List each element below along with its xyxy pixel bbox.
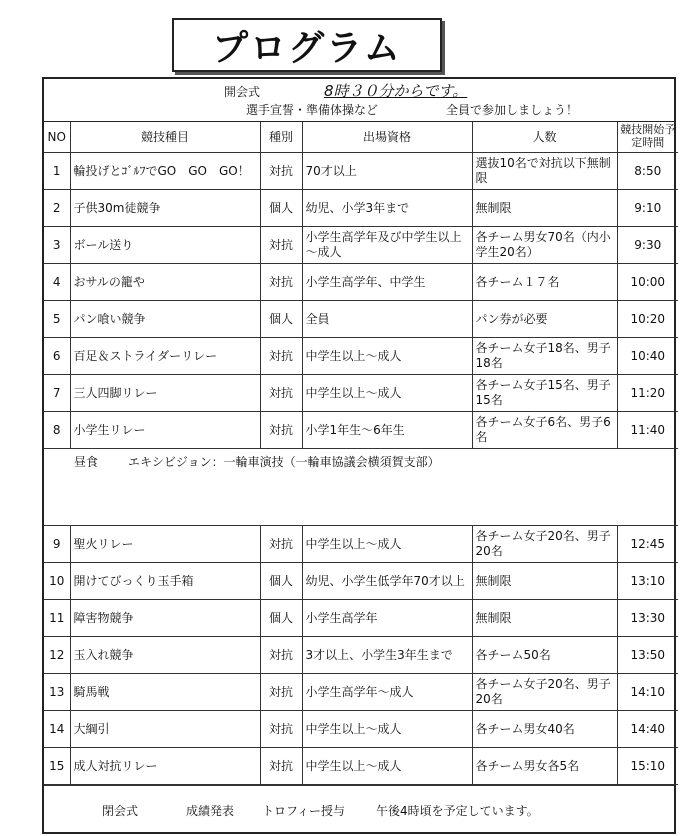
opening-activities: 選手宣誓・準備体操など <box>246 103 379 117</box>
event-number: 8 <box>44 412 70 449</box>
event-name: 百足＆ストライダーリレー <box>70 338 260 375</box>
event-number: 4 <box>44 264 70 301</box>
event-start-time: 11:40 <box>617 412 678 449</box>
header-time: 競技開始予定時間 <box>617 122 678 153</box>
event-number: 15 <box>44 748 70 785</box>
event-name: 成人対抗リレー <box>70 748 260 785</box>
table-row <box>44 600 678 637</box>
table-row <box>44 338 678 375</box>
event-qualification: 中学生以上～成人 <box>302 338 472 375</box>
event-start-time: 10:20 <box>617 301 678 338</box>
event-start-time: 9:10 <box>617 190 678 227</box>
event-name: 小学生リレー <box>70 412 260 449</box>
event-type: 対抗 <box>260 375 302 412</box>
header-type: 種別 <box>260 122 302 153</box>
event-type: 対抗 <box>260 526 302 563</box>
event-start-time: 13:30 <box>617 600 678 637</box>
event-number: 3 <box>44 227 70 264</box>
event-name: 騎馬戦 <box>70 674 260 711</box>
event-people: 各チーム女子6名、男子6名 <box>472 412 617 449</box>
event-people: 各チーム男女各5名 <box>472 748 617 785</box>
event-qualification: 中学生以上～成人 <box>302 375 472 412</box>
event-number: 10 <box>44 563 70 600</box>
event-people: 各チーム女子20名、男子20名 <box>472 526 617 563</box>
event-name: おサルの籠や <box>70 264 260 301</box>
program-sheet <box>42 77 676 834</box>
event-type: 個人 <box>260 190 302 227</box>
header-people: 人数 <box>472 122 617 153</box>
event-type: 対抗 <box>260 412 302 449</box>
event-start-time: 10:00 <box>617 264 678 301</box>
table-row <box>44 301 678 338</box>
event-people: 各チーム50名 <box>472 637 617 674</box>
event-name: 三人四脚リレー <box>70 375 260 412</box>
table-row <box>44 190 678 227</box>
exhibition-text: エキシビジョン：一輪車演技（一輪車協議会横須賀支部） <box>128 455 440 469</box>
event-name: 輪投げとｺﾞﾙﾌでGO GO GO！ <box>70 153 260 190</box>
event-qualification: 小学1年生～6年生 <box>302 412 472 449</box>
event-start-time: 9:30 <box>617 227 678 264</box>
table-row <box>44 153 678 190</box>
event-type: 対抗 <box>260 748 302 785</box>
header-qualification: 出場資格 <box>302 122 472 153</box>
header-event: 競技種目 <box>70 122 260 153</box>
event-number: 13 <box>44 674 70 711</box>
opening-label: 開会式 <box>224 85 261 99</box>
event-qualification: 中学生以上～成人 <box>302 526 472 563</box>
event-name: 聖火リレー <box>70 526 260 563</box>
header-no: NO <box>44 122 70 153</box>
event-qualification: 小学生高学年及び中学生以上～成人 <box>302 227 472 264</box>
event-qualification: 中学生以上～成人 <box>302 748 472 785</box>
event-type: 対抗 <box>260 338 302 375</box>
header-row <box>44 122 678 153</box>
event-name: 開けてびっくり玉手箱 <box>70 563 260 600</box>
event-qualification: 70才以上 <box>302 153 472 190</box>
event-number: 7 <box>44 375 70 412</box>
event-type: 対抗 <box>260 674 302 711</box>
event-number: 12 <box>44 637 70 674</box>
table-row <box>44 264 678 301</box>
event-qualification: 幼児、小学3年まで <box>302 190 472 227</box>
closing-trophy: トロフィー授与 <box>262 804 346 818</box>
event-people: パン券が必要 <box>472 301 617 338</box>
opening-invitation: 全員で参加しましょう！ <box>446 103 579 117</box>
event-number: 14 <box>44 711 70 748</box>
event-people: 各チーム女子20名、男子20名 <box>472 674 617 711</box>
closing-label: 閉会式 <box>102 804 139 818</box>
event-start-time: 13:50 <box>617 637 678 674</box>
event-people: 各チーム女子18名、男子18名 <box>472 338 617 375</box>
table-row <box>44 711 678 748</box>
event-number: 6 <box>44 338 70 375</box>
event-qualification: 幼児、小学生低学年70才以上 <box>302 563 472 600</box>
event-name: 子供30m徒競争 <box>70 190 260 227</box>
morning-events <box>44 153 678 449</box>
event-people: 各チーム女子15名、男子15名 <box>472 375 617 412</box>
closing-awards: 成績発表 <box>186 804 235 818</box>
event-type: 個人 <box>260 563 302 600</box>
table-row <box>44 227 678 264</box>
event-people: 無制限 <box>472 600 617 637</box>
lunch-cell <box>44 449 678 526</box>
event-number: 5 <box>44 301 70 338</box>
event-people: 無制限 <box>472 563 617 600</box>
event-number: 11 <box>44 600 70 637</box>
event-name: パン喰い競争 <box>70 301 260 338</box>
event-start-time: 13:10 <box>617 563 678 600</box>
event-number: 2 <box>44 190 70 227</box>
event-name: 玉入れ競争 <box>70 637 260 674</box>
event-qualification: 全員 <box>302 301 472 338</box>
event-people: 各チーム１７名 <box>472 264 617 301</box>
afternoon-events <box>44 526 678 785</box>
event-type: 個人 <box>260 600 302 637</box>
event-qualification: 小学生高学年、中学生 <box>302 264 472 301</box>
event-start-time: 14:40 <box>617 711 678 748</box>
event-type: 対抗 <box>260 264 302 301</box>
event-people: 選抜10名で対抗以下無制限 <box>472 153 617 190</box>
opening-section <box>44 79 674 122</box>
lunch-label: 昼食 <box>74 455 99 469</box>
event-start-time: 15:10 <box>617 748 678 785</box>
event-type: 対抗 <box>260 227 302 264</box>
event-people: 各チーム男女40名 <box>472 711 617 748</box>
event-qualification: 中学生以上～成人 <box>302 711 472 748</box>
table-row <box>44 563 678 600</box>
event-start-time: 11:20 <box>617 375 678 412</box>
table-row <box>44 674 678 711</box>
table-row <box>44 412 678 449</box>
table-row <box>44 375 678 412</box>
event-number: 1 <box>44 153 70 190</box>
event-type: 対抗 <box>260 711 302 748</box>
event-start-time: 12:45 <box>617 526 678 563</box>
event-type: 個人 <box>260 301 302 338</box>
program-table <box>44 122 678 785</box>
closing-note: 午後4時頃を予定しています。 <box>376 804 539 818</box>
lunch-row <box>44 449 678 526</box>
event-start-time: 8:50 <box>617 153 678 190</box>
event-number: 9 <box>44 526 70 563</box>
event-type: 対抗 <box>260 637 302 674</box>
event-name: ボール送り <box>70 227 260 264</box>
event-type: 対抗 <box>260 153 302 190</box>
title-box <box>172 18 442 72</box>
event-name: 大綱引 <box>70 711 260 748</box>
closing-section <box>44 785 674 832</box>
table-row <box>44 748 678 785</box>
opening-time: 8時３０分からです。 <box>324 82 468 100</box>
event-people: 無制限 <box>472 190 617 227</box>
event-qualification: 3才以上、小学生3年生まで <box>302 637 472 674</box>
table-row <box>44 526 678 563</box>
event-people: 各チーム男女70名（内小学生20名） <box>472 227 617 264</box>
event-qualification: 小学生高学年～成人 <box>302 674 472 711</box>
event-start-time: 14:10 <box>617 674 678 711</box>
event-qualification: 小学生高学年 <box>302 600 472 637</box>
event-start-time: 10:40 <box>617 338 678 375</box>
table-row <box>44 637 678 674</box>
event-name: 障害物競争 <box>70 600 260 637</box>
page-title: プログラム <box>212 27 402 69</box>
